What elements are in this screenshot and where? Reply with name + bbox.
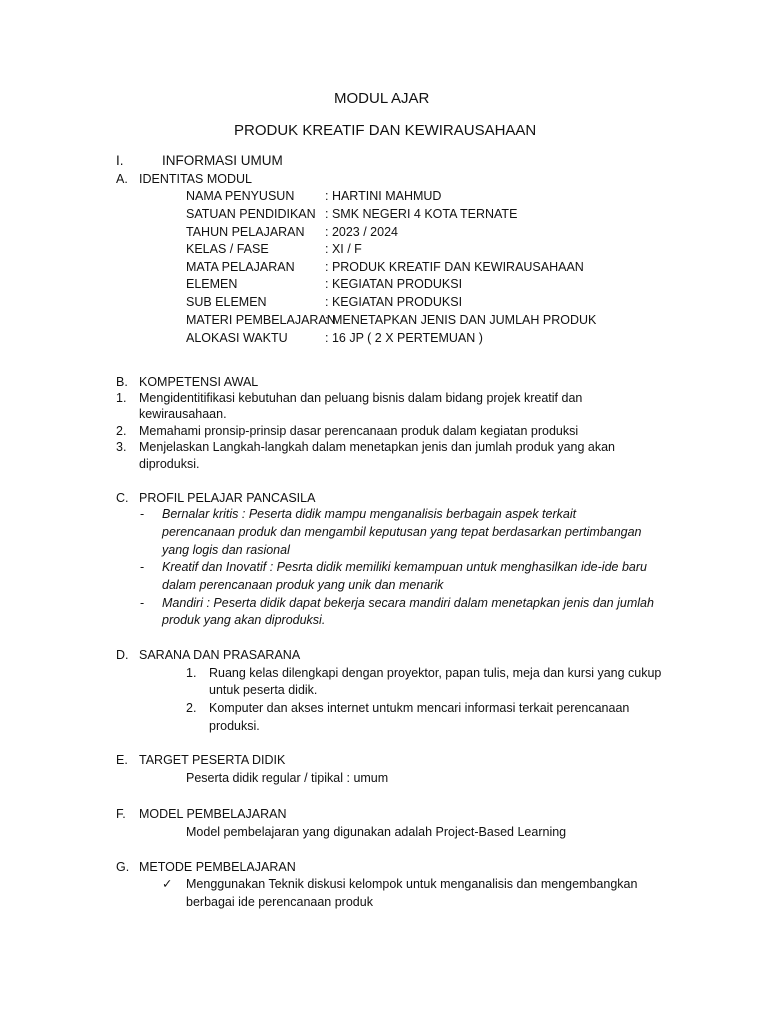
list-item-line: produksi.: [209, 719, 260, 733]
identity-label: ELEMEN: [186, 277, 238, 291]
doc-title: MODUL AJAR: [334, 90, 430, 107]
section-a-heading: IDENTITAS MODUL: [139, 172, 252, 186]
list-item-line: Menjelaskan Langkah-langkah dalam menetapkan jenis dan jumlah produk yang akan: [139, 440, 616, 454]
section-i-heading: INFORMASI UMUM: [162, 153, 283, 168]
list-item-line: Bernalar kritis : Peserta didik mampu menganalisis berbagain aspek terkait: [162, 507, 577, 521]
list-number: 1.: [116, 391, 127, 405]
list-item-line: Komputer dan akses internet untukm mencari informasi terkait perencanaan: [209, 701, 630, 715]
list-item-line: kewirausahaan.: [139, 407, 227, 421]
list-number: 2.: [186, 701, 197, 715]
list-number: 2.: [116, 424, 127, 438]
section-g-letter: G.: [116, 860, 130, 874]
section-b-heading: KOMPETENSI AWAL: [139, 375, 259, 389]
list-item-line: Mandiri : Peserta didik dapat bekerja secara mandiri dalam menetapkan jenis dan jumlah: [162, 596, 654, 610]
identity-value: : KEGIATAN PRODUKSI: [325, 277, 463, 291]
section-f-heading: MODEL PEMBELAJARAN: [139, 807, 287, 821]
list-number: 3.: [116, 440, 127, 454]
identity-label: SATUAN PENDIDIKAN: [186, 207, 316, 221]
identity-label: TAHUN PELAJARAN: [186, 225, 305, 239]
list-item-line: yang logis dan rasional: [162, 543, 290, 557]
section-f-letter: F.: [116, 807, 126, 821]
dash-bullet: -: [140, 507, 145, 521]
identity-value: : SMK NEGERI 4 KOTA TERNATE: [325, 207, 518, 221]
section-c-heading: PROFIL PELAJAR PANCASILA: [139, 491, 316, 505]
section-a-letter: A.: [116, 172, 128, 186]
section-b-letter: B.: [116, 375, 128, 389]
list-item-line: untuk peserta didik.: [209, 683, 318, 697]
section-e-heading: TARGET PESERTA DIDIK: [139, 753, 286, 767]
list-item-line: Kreatif dan Inovatif : Pesrta didik memiliki kemampuan untuk menghasilkan ide-ide baru: [162, 560, 647, 574]
list-item-line: Ruang kelas dilengkapi dengan proyektor, papan tulis, meja dan kursi yang cukup: [209, 666, 662, 680]
section-g-heading: METODE PEMBELAJARAN: [139, 860, 296, 874]
section-e-letter: E.: [116, 753, 128, 767]
list-number: 1.: [186, 666, 197, 680]
dash-bullet: -: [140, 560, 145, 574]
identity-value: : KEGIATAN PRODUKSI: [325, 295, 463, 309]
identity-label: NAMA PENYUSUN: [186, 189, 295, 203]
list-item-line: produk yang akan diproduksi.: [162, 613, 326, 627]
list-item-line: Memahami pronsip-prinsip dasar perencanaan produk dalam kegiatan produksi: [139, 424, 579, 438]
section-e-body: Peserta didik regular / tipikal : umum: [186, 771, 389, 785]
list-item-line: diproduksi.: [139, 457, 200, 471]
list-item-line: perencanaan produk dan mengambil keputusan yang tepat berdasarkan pertimbangan: [162, 525, 642, 539]
check-icon: ✓: [162, 877, 173, 891]
section-d-letter: D.: [116, 648, 129, 662]
list-item-line: Mengidentitifikasi kebutuhan dan peluang bisnis dalam bidang projek kreatif dan: [139, 391, 583, 405]
identity-value: : 2023 / 2024: [325, 225, 398, 239]
section-f-body: Model pembelajaran yang digunakan adalah Project-Based Learning: [186, 825, 567, 839]
list-item-line: Menggunakan Teknik diskusi kelompok untuk menganalisis dan mengembangkan: [186, 877, 638, 891]
identity-label: ALOKASI WAKTU: [186, 331, 288, 345]
identity-label: MATA PELAJARAN: [186, 260, 295, 274]
list-item-line: berbagai ide perencanaan produk: [186, 895, 373, 909]
section-c-letter: C.: [116, 491, 129, 505]
section-i-number: I.: [116, 153, 124, 168]
list-item-line: dalam perencanaan produk yang unik dan menarik: [162, 578, 444, 592]
identity-label: SUB ELEMEN: [186, 295, 267, 309]
dash-bullet: -: [140, 596, 145, 610]
identity-label: KELAS / FASE: [186, 242, 269, 256]
identity-value: : PRODUK KREATIF DAN KEWIRAUSAHAAN: [325, 260, 584, 274]
identity-value: : 16 JP ( 2 X PERTEMUAN ): [325, 331, 483, 345]
identity-value: : HARTINI MAHMUD: [325, 189, 442, 203]
section-d-heading: SARANA DAN PRASARANA: [139, 648, 301, 662]
identity-label: MATERI PEMBELAJARAN: [186, 313, 336, 327]
identity-value: : XI / F: [325, 242, 362, 256]
identity-value: : MENETAPKAN JENIS DAN JUMLAH PRODUK: [325, 313, 597, 327]
doc-subtitle: PRODUK KREATIF DAN KEWIRAUSAHAAN: [234, 122, 537, 139]
